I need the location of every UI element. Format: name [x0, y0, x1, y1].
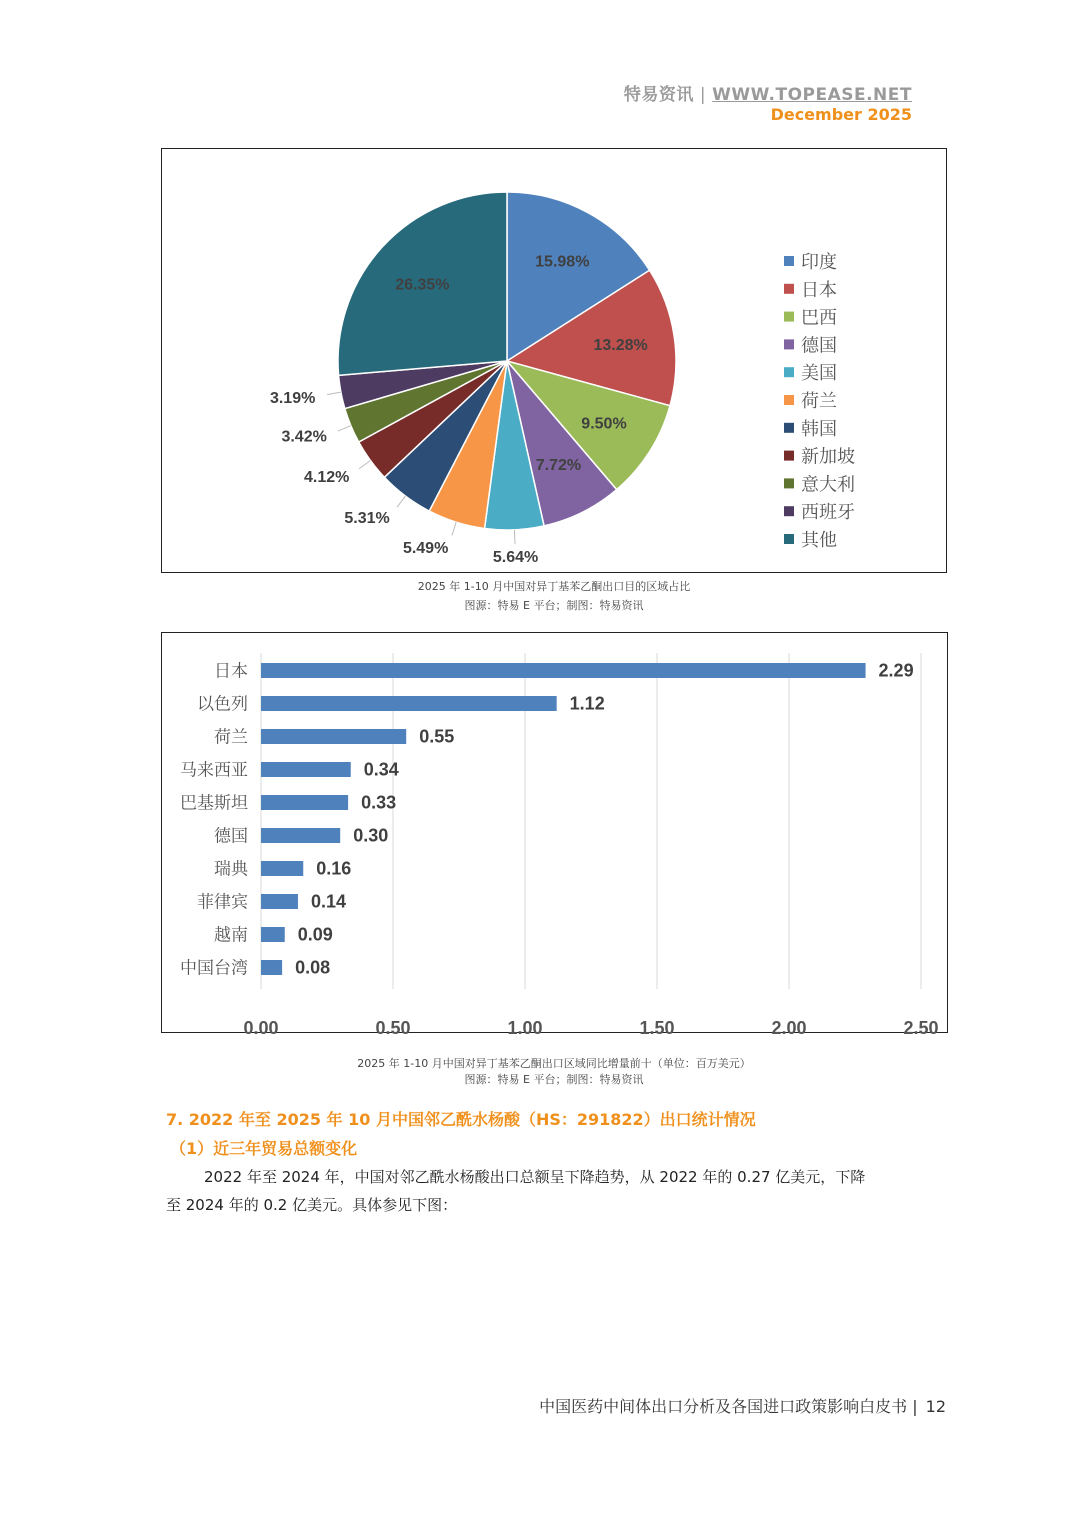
- bar-7: [261, 894, 298, 909]
- pie-data-label-8: 3.42%: [281, 428, 327, 446]
- brand-name: 特易资讯: [623, 85, 694, 105]
- bar-5: [261, 828, 340, 843]
- legend-label-2: 巴西: [801, 307, 837, 329]
- header-separator: |: [699, 85, 707, 105]
- bar-value-label-4: 0.33: [361, 792, 397, 813]
- legend-label-10: 其他: [801, 530, 837, 551]
- bar-value-label-2: 0.55: [419, 726, 455, 747]
- bar-value-label-6: 0.16: [316, 858, 352, 879]
- legend-swatch-0: [784, 256, 794, 266]
- pie-chart-caption: 2025 年 1-10 月中国对异丁基苯乙酮出口目的区域占比: [417, 580, 691, 593]
- y-category-label-7: 菲律宾: [197, 892, 248, 913]
- pie-chart: [162, 149, 948, 574]
- bar-series: [180, 661, 914, 979]
- section-heading: 7. 2022 年至 2025 年 10 月中国邻乙酰水杨酸（HS：291822）出口统计情况: [166, 1110, 756, 1129]
- y-category-label-1: 以色列: [197, 694, 248, 715]
- paragraph-line-2: 至 2024 年的 0.2 亿美元。具体参见下图：: [166, 1196, 458, 1214]
- y-category-label-8: 越南: [214, 925, 248, 946]
- header-date: December 2025: [770, 105, 912, 124]
- legend-label-8: 意大利: [801, 474, 855, 496]
- bar-value-label-7: 0.14: [310, 891, 347, 912]
- page-footer: [440, 1394, 946, 1417]
- section-subheading: （1）近三年贸易总额变化: [170, 1139, 358, 1158]
- pie-slices: [338, 192, 676, 530]
- x-tick-label-3: 1.50: [639, 1018, 675, 1034]
- pie-data-label-7: 4.12%: [304, 468, 350, 486]
- legend-label-4: 美国: [801, 363, 837, 385]
- pie-chart-frame: [161, 148, 947, 573]
- bar-6: [261, 861, 303, 876]
- pie-leader-line-7: [359, 461, 370, 469]
- pie-data-label-2: 9.50%: [581, 415, 627, 433]
- bar-chart-caption: 2025 年 1-10 月中国对异丁基苯乙酮出口区域同比增量前十（单位：百万美元）: [357, 1057, 751, 1070]
- paragraph-line-1: 2022 年至 2024 年，中国对邻乙酰水杨酸出口总额呈下降趋势，从 2022 年的 0.27 亿美元，下降: [204, 1168, 866, 1186]
- legend-swatch-9: [784, 506, 794, 516]
- header-brand-line: [560, 80, 912, 105]
- pie-data-label-1: 13.28%: [593, 336, 648, 354]
- bar-8: [261, 927, 285, 942]
- x-tick-label-2: 1.00: [507, 1018, 543, 1034]
- bar-value-label-0: 2.29: [878, 660, 914, 681]
- legend-swatch-8: [784, 478, 794, 488]
- page-number: 12: [925, 1397, 946, 1416]
- bar-value-label-9: 0.08: [295, 957, 331, 978]
- legend-swatch-1: [784, 284, 794, 294]
- pie-data-label-4: 5.64%: [492, 548, 539, 566]
- legend-swatch-7: [784, 451, 794, 461]
- pie-leader-line-6: [397, 496, 405, 507]
- x-tick-label-4: 2.00: [771, 1018, 807, 1034]
- y-category-label-3: 马来西亚: [180, 760, 248, 781]
- bar-x-axis: [243, 1018, 938, 1034]
- legend-label-1: 日本: [801, 279, 837, 301]
- bar-2: [261, 729, 406, 744]
- legend-swatch-2: [784, 312, 794, 322]
- legend-swatch-10: [784, 534, 794, 544]
- bar-9: [261, 960, 282, 975]
- bar-value-label-1: 1.12: [569, 693, 605, 714]
- bar-value-label-8: 0.09: [297, 924, 333, 945]
- x-tick-label-5: 2.50: [903, 1018, 939, 1034]
- legend-label-9: 西班牙: [801, 502, 855, 524]
- bar-value-label-3: 0.34: [363, 759, 399, 780]
- legend-label-6: 韩国: [801, 418, 837, 440]
- y-category-label-2: 荷兰: [214, 727, 248, 748]
- bar-chart-frame: [161, 632, 948, 1033]
- bar-value-label-5: 0.30: [353, 825, 389, 846]
- website-link[interactable]: WWW.TOPEASE.NET: [712, 85, 912, 105]
- pie-data-label-3: 7.72%: [535, 456, 582, 474]
- pie-leader-line-9: [327, 392, 341, 395]
- legend-swatch-6: [784, 423, 794, 433]
- pie-chart-source: 图源：特易 E 平台；制图：特易资讯: [464, 599, 644, 612]
- bar-4: [261, 795, 348, 810]
- legend-label-7: 新加坡: [801, 446, 855, 468]
- pie-data-label-6: 5.31%: [344, 509, 390, 527]
- legend-label-0: 印度: [801, 252, 837, 273]
- y-category-label-6: 瑞典: [214, 859, 248, 880]
- legend-label-5: 荷兰: [801, 391, 837, 412]
- legend-swatch-4: [784, 367, 794, 377]
- y-category-label-4: 巴基斯坦: [180, 793, 248, 814]
- legend-swatch-3: [784, 339, 794, 349]
- bar-1: [261, 696, 557, 711]
- pie-leader-line-5: [452, 522, 456, 535]
- footer-title: 中国医药中间体出口分析及各国进口政策影响白皮书 |: [539, 1397, 918, 1416]
- legend-label-3: 德国: [801, 335, 837, 357]
- bar-chart: [162, 633, 949, 1034]
- bar-0: [261, 663, 866, 678]
- x-tick-label-0: 0.00: [243, 1018, 279, 1034]
- y-category-label-0: 日本: [214, 661, 248, 682]
- legend-swatch-5: [784, 395, 794, 405]
- pie-leader-line-8: [338, 426, 351, 431]
- pie-leader-line-4: [514, 530, 515, 544]
- y-category-label-5: 德国: [214, 826, 248, 847]
- pie-data-label-0: 15.98%: [535, 253, 590, 271]
- pie-data-label-9: 3.19%: [269, 389, 316, 407]
- pie-legend: [784, 252, 855, 551]
- y-category-label-9: 中国台湾: [180, 958, 248, 979]
- pie-data-label-10: 26.35%: [395, 276, 450, 294]
- pie-data-label-5: 5.49%: [402, 539, 449, 557]
- bar-chart-source: 图源：特易 E 平台；制图：特易资讯: [464, 1073, 644, 1086]
- x-tick-label-1: 0.50: [375, 1018, 411, 1034]
- bar-3: [261, 762, 351, 777]
